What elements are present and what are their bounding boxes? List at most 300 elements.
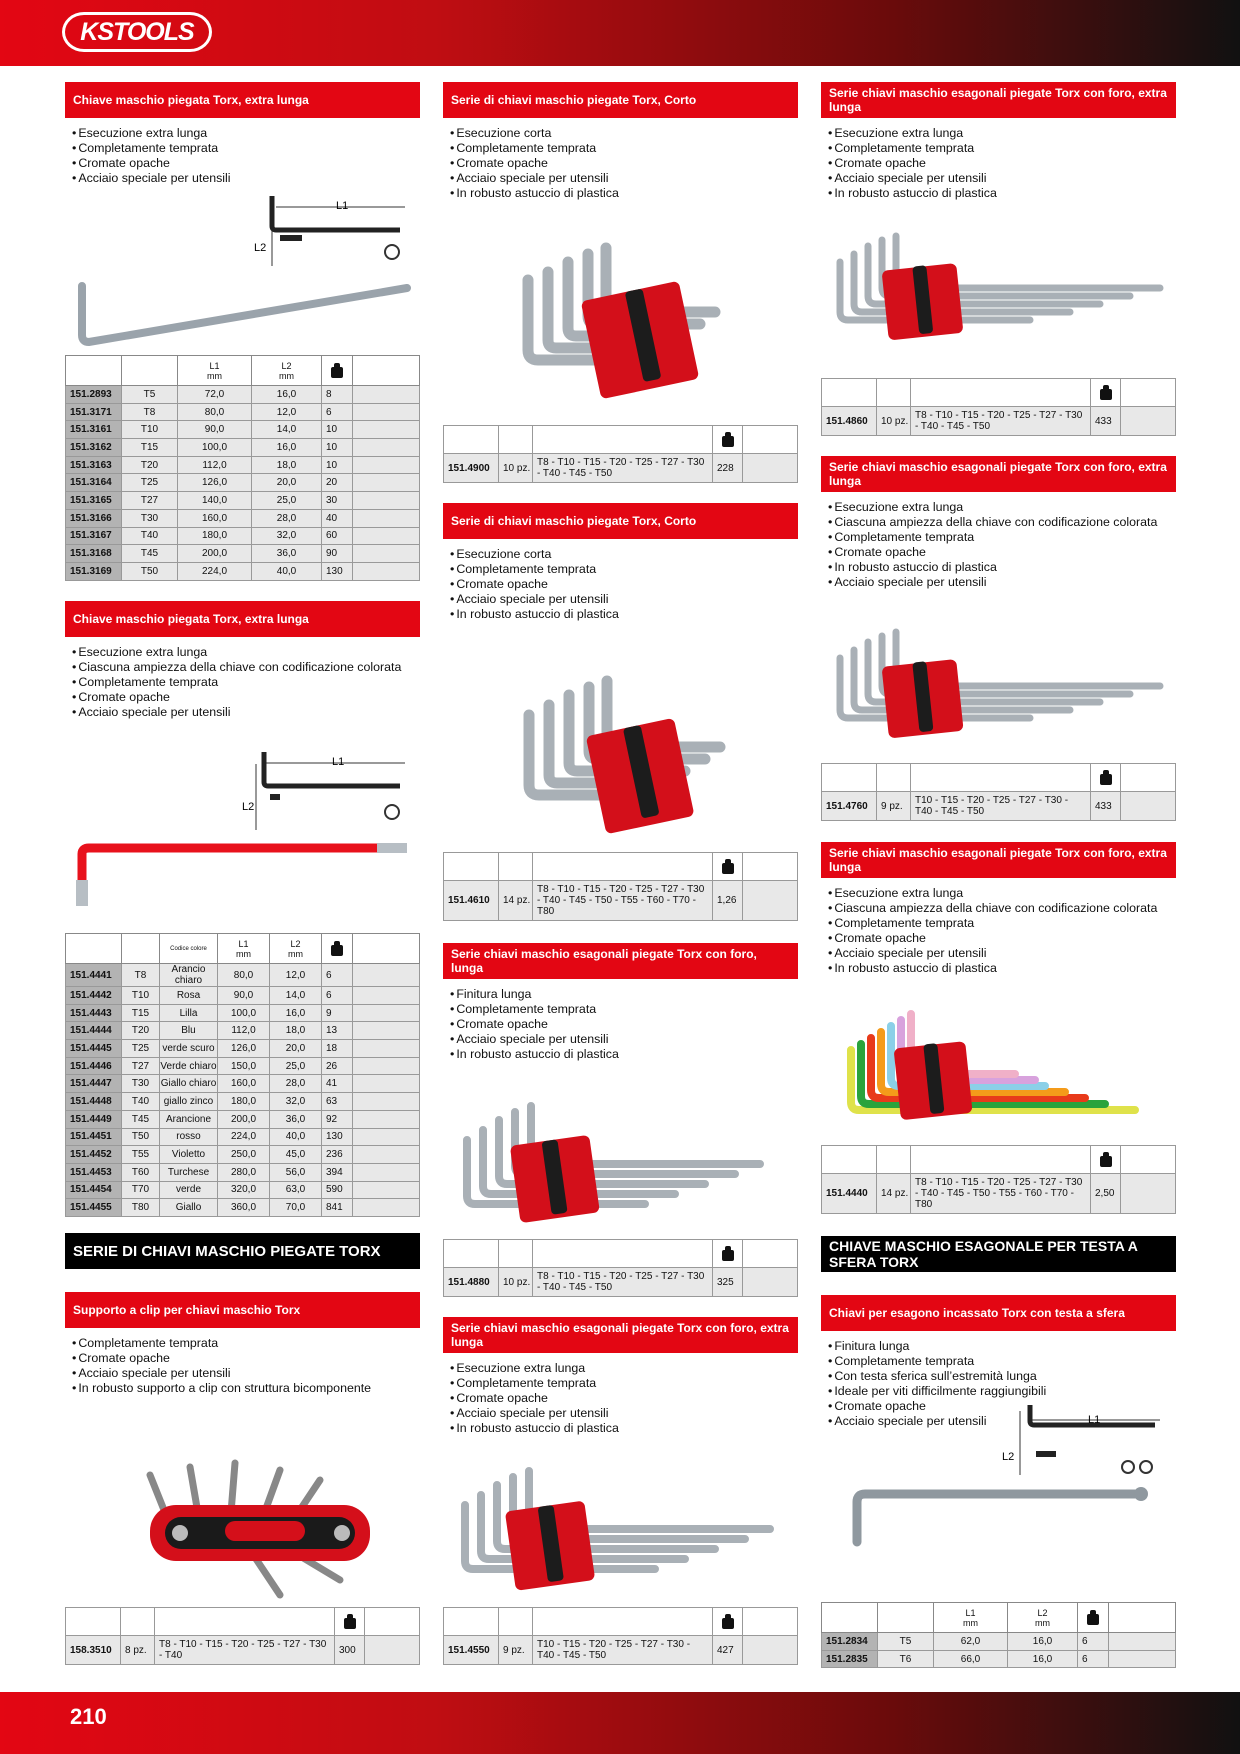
table-cell: 10 — [322, 421, 353, 439]
feature-item: • Esecuzione corta — [450, 126, 798, 141]
table-cell: 20,0 — [270, 1040, 322, 1058]
feature-list — [443, 547, 798, 622]
feature-list — [821, 886, 1176, 976]
header-color: Codice colore — [160, 934, 218, 964]
table-cell: 36,0 — [270, 1110, 322, 1128]
header-l2: L2 mm — [1008, 1603, 1078, 1633]
c3-s1 — [821, 82, 1176, 201]
table-cell: 224,0 — [178, 562, 252, 580]
feature-item: • Acciaio speciale per utensili — [828, 171, 1176, 186]
l1-label: L1 — [1088, 1414, 1101, 1426]
feature-item: • Acciaio speciale per utensili — [72, 1366, 420, 1381]
table-cell: 80,0 — [218, 964, 270, 987]
table-cell: T10 — [122, 987, 160, 1005]
table-cell: T40 — [122, 527, 178, 545]
table-cell: 151.4445 — [66, 1040, 122, 1058]
torx-set-image — [455, 1465, 785, 1595]
feature-list — [443, 126, 798, 201]
dimension-diagram — [240, 752, 410, 832]
product-code: 151.4550 — [444, 1636, 499, 1665]
table-cell: 590 — [322, 1181, 353, 1199]
feature-item: • Completamente temprata — [72, 141, 420, 156]
c3-s2 — [821, 456, 1176, 590]
product-weight: 228 — [713, 454, 743, 483]
table-cell: 224,0 — [218, 1128, 270, 1146]
table-row — [66, 386, 420, 404]
weight-icon — [721, 1246, 735, 1262]
section-title: Supporto a clip per chiavi maschio Torx — [65, 1292, 420, 1328]
color-torx-set-image — [835, 1010, 1165, 1125]
table-cell: T55 — [122, 1146, 160, 1164]
feature-item: • In robusto astuccio di plastica — [828, 186, 1176, 201]
c2-s1 — [443, 82, 798, 201]
table-cell: 151.3163 — [66, 456, 122, 474]
table-cell: 41 — [322, 1075, 353, 1093]
product-table — [443, 852, 798, 921]
feature-item: • Acciaio speciale per utensili — [72, 171, 420, 186]
piece-count: 14 pz. — [499, 881, 533, 921]
table-cell: 10 — [322, 456, 353, 474]
feature-item: • Esecuzione extra lunga — [828, 500, 1176, 515]
table-cell: 90 — [322, 545, 353, 563]
section-title: Serie chiavi maschio esagonali piegate Torx con foro, extra lunga — [821, 456, 1176, 492]
table-cell: 130 — [322, 1128, 353, 1146]
table-cell: Verde chiaro — [160, 1057, 218, 1075]
table-cell: 160,0 — [218, 1075, 270, 1093]
section-band: CHIAVE MASCHIO ESAGONALE PER TESTA A SFERA TORX — [821, 1236, 1176, 1272]
table-row — [66, 527, 420, 545]
feature-item: • Esecuzione corta — [450, 547, 798, 562]
product-weight: 433 — [1091, 792, 1121, 821]
feature-list — [821, 126, 1176, 201]
feature-item: • Cromate opache — [450, 1017, 798, 1032]
piece-count: 10 pz. — [877, 407, 911, 436]
product-weight: 325 — [713, 1268, 743, 1297]
section-title: Serie di chiavi maschio piegate Torx, Corto — [443, 503, 798, 539]
feature-item: • In robusto astuccio di plastica — [828, 961, 1176, 976]
product-table — [821, 763, 1176, 821]
table-cell: 14,0 — [252, 421, 322, 439]
feature-item: • In robusto astuccio di plastica — [450, 186, 798, 201]
table-cell: 90,0 — [218, 987, 270, 1005]
table-cell: 28,0 — [252, 509, 322, 527]
l2-label: L2 — [242, 801, 255, 813]
table-cell: 63,0 — [270, 1181, 322, 1199]
piece-count: 9 pz. — [877, 792, 911, 821]
table-cell: 151.2893 — [66, 386, 122, 404]
product-weight: 2,50 — [1091, 1174, 1121, 1214]
table-row — [66, 456, 420, 474]
table-cell: T8 — [122, 964, 160, 987]
c2-s4 — [443, 1317, 798, 1436]
feature-item: • Ciascuna ampiezza della chiave con codificazione colorata — [828, 515, 1176, 530]
table-cell: Giallo — [160, 1199, 218, 1217]
table-cell: T6 — [878, 1650, 934, 1668]
table-cell: 26 — [322, 1057, 353, 1075]
table-cell: 151.2835 — [822, 1650, 878, 1668]
table-cell: Arancione — [160, 1110, 218, 1128]
feature-item: • Completamente temprata — [450, 1376, 798, 1391]
table-cell: 18 — [322, 1040, 353, 1058]
table-cell: 151.3171 — [66, 403, 122, 421]
table-cell: 36,0 — [252, 545, 322, 563]
piece-count: 8 pz. — [121, 1636, 155, 1665]
table-cell: 112,0 — [218, 1022, 270, 1040]
product-weight: 1,26 — [713, 881, 743, 921]
table-cell: 8 — [322, 386, 353, 404]
table-row — [66, 1022, 420, 1040]
table-cell: verde scuro — [160, 1040, 218, 1058]
table-row — [66, 421, 420, 439]
section-title: Serie chiavi maschio esagonali piegate Torx con foro, extra lunga — [821, 82, 1176, 118]
product-code: 151.4760 — [822, 792, 877, 821]
table-cell: 126,0 — [218, 1040, 270, 1058]
table-cell: Violetto — [160, 1146, 218, 1164]
feature-item: • Completamente temprata — [72, 675, 420, 690]
table-cell: T30 — [122, 509, 178, 527]
table-cell: 13 — [322, 1022, 353, 1040]
weight-icon — [330, 363, 344, 379]
table-cell: 200,0 — [178, 545, 252, 563]
table-cell: Lilla — [160, 1004, 218, 1022]
table-cell: 151.4454 — [66, 1181, 122, 1199]
table-cell: rosso — [160, 1128, 218, 1146]
torx-set-image — [515, 675, 735, 835]
table-cell: 6 — [322, 987, 353, 1005]
weight-icon — [1099, 770, 1113, 786]
table-cell: 151.4448 — [66, 1093, 122, 1111]
table-cell: 45,0 — [270, 1146, 322, 1164]
dimension-diagram — [240, 196, 410, 276]
table-row — [66, 562, 420, 580]
table-cell: 151.4452 — [66, 1146, 122, 1164]
product-table — [443, 1607, 798, 1665]
c2-s3 — [443, 943, 798, 1062]
clip-holder-image — [110, 1455, 380, 1605]
table-cell: T50 — [122, 562, 178, 580]
table-cell: T8 — [122, 403, 178, 421]
table-cell: 112,0 — [178, 456, 252, 474]
table-cell: giallo zinco — [160, 1093, 218, 1111]
piece-count: 10 pz. — [499, 454, 533, 483]
feature-item: • Completamente temprata — [828, 530, 1176, 545]
table-cell: T80 — [122, 1199, 160, 1217]
weight-icon — [1099, 385, 1113, 401]
table-cell: 6 — [1078, 1650, 1109, 1668]
product-sizes: T10 - T15 - T20 - T25 - T27 - T30 - T40 - T45 - T50 — [911, 792, 1091, 821]
spec-table — [65, 355, 420, 581]
table-cell: 60 — [322, 527, 353, 545]
table-cell: 151.4449 — [66, 1110, 122, 1128]
c3-s3 — [821, 842, 1176, 976]
feature-item: • In robusto astuccio di plastica — [450, 1047, 798, 1062]
product-table — [65, 1607, 420, 1665]
table-cell: 16,0 — [252, 439, 322, 457]
feature-item: • Cromate opache — [828, 931, 1176, 946]
product-weight: 300 — [335, 1636, 365, 1665]
feature-item: • Con testa sferica sull’estremità lunga — [828, 1369, 1176, 1384]
table-cell: 63 — [322, 1093, 353, 1111]
header-l2: L2 mm — [270, 934, 322, 964]
torx-key-image — [72, 840, 412, 910]
table-cell: T5 — [122, 386, 178, 404]
feature-item: • Acciaio speciale per utensili — [450, 1032, 798, 1047]
feature-item: • Acciaio speciale per utensili — [828, 946, 1176, 961]
table-row — [66, 1093, 420, 1111]
feature-item: • In robusto astuccio di plastica — [828, 560, 1176, 575]
l2-label: L2 — [1002, 1451, 1015, 1463]
table-cell: 66,0 — [934, 1650, 1008, 1668]
section-title: Serie di chiavi maschio piegate Torx, Corto — [443, 82, 798, 118]
table-cell: 20 — [322, 474, 353, 492]
product-table — [821, 1145, 1176, 1214]
feature-item: • Ciascuna ampiezza della chiave con codificazione colorata — [72, 660, 420, 675]
table-cell: 6 — [1078, 1633, 1109, 1651]
table-cell: 151.3162 — [66, 439, 122, 457]
table-cell: 12,0 — [252, 403, 322, 421]
table-cell: 40,0 — [252, 562, 322, 580]
table-cell: 151.3166 — [66, 509, 122, 527]
table-cell: 130 — [322, 562, 353, 580]
table-cell: 90,0 — [178, 421, 252, 439]
header-l1: L1 mm — [178, 356, 252, 386]
feature-item: • Acciaio speciale per utensili — [828, 1414, 1176, 1429]
product-code: 151.4880 — [444, 1268, 499, 1297]
weight-icon — [343, 1614, 357, 1630]
table-cell: 151.3168 — [66, 545, 122, 563]
feature-item: • Cromate opache — [828, 156, 1176, 171]
product-code: 151.4610 — [444, 881, 499, 921]
table-row — [66, 1110, 420, 1128]
table-cell: 151.4444 — [66, 1022, 122, 1040]
table-cell: 14,0 — [270, 987, 322, 1005]
feature-item: • Completamente temprata — [72, 1336, 420, 1351]
table-cell: 151.3167 — [66, 527, 122, 545]
c1-s3 — [65, 1292, 420, 1396]
table-row — [66, 987, 420, 1005]
table-cell: 92 — [322, 1110, 353, 1128]
feature-list — [65, 1336, 420, 1396]
product-table — [443, 425, 798, 483]
spec-table — [821, 1602, 1176, 1668]
table-cell: 151.4446 — [66, 1057, 122, 1075]
table-cell: 80,0 — [178, 403, 252, 421]
feature-item: • Cromate opache — [450, 1391, 798, 1406]
feature-item: • Acciaio speciale per utensili — [450, 171, 798, 186]
table-cell: 360,0 — [218, 1199, 270, 1217]
product-code: 151.4900 — [444, 454, 499, 483]
weight-icon — [1099, 1152, 1113, 1168]
product-sizes: T8 - T10 - T15 - T20 - T25 - T27 - T30 - T40 - T45 - T50 — [911, 407, 1091, 436]
table-cell: 394 — [322, 1163, 353, 1181]
product-sizes: T8 - T10 - T15 - T20 - T25 - T27 - T30 - T40 - T45 - T50 — [533, 1268, 713, 1297]
footer-band — [0, 1692, 1240, 1754]
feature-item: • Ideale per viti difficilmente raggiungibili — [828, 1384, 1176, 1399]
product-table — [443, 1239, 798, 1297]
table-cell: 6 — [322, 403, 353, 421]
feature-item: • Cromate opache — [828, 1399, 1176, 1414]
table-row — [66, 1057, 420, 1075]
table-cell: 28,0 — [270, 1075, 322, 1093]
table-cell: verde — [160, 1181, 218, 1199]
feature-item: • Cromate opache — [450, 156, 798, 171]
feature-item: • Completamente temprata — [828, 1354, 1176, 1369]
torx-key-image — [72, 280, 412, 350]
table-cell: 150,0 — [218, 1057, 270, 1075]
table-row — [66, 545, 420, 563]
section-band: SERIE DI CHIAVI MASCHIO PIEGATE TORX — [65, 1233, 420, 1269]
table-row — [66, 403, 420, 421]
ballpoint-key-image — [845, 1480, 1155, 1550]
table-cell: 151.4443 — [66, 1004, 122, 1022]
product-sizes: T8 - T10 - T15 - T20 - T25 - T27 - T30 - T40 - T45 - T50 - T55 - T60 - T70 - T80 — [911, 1174, 1091, 1214]
feature-item: • Esecuzione extra lunga — [828, 126, 1176, 141]
table-cell: 250,0 — [218, 1146, 270, 1164]
table-cell: 151.4447 — [66, 1075, 122, 1093]
table-cell: 280,0 — [218, 1163, 270, 1181]
table-cell: T5 — [878, 1633, 934, 1651]
piece-count: 14 pz. — [877, 1174, 911, 1214]
table-cell: Arancio chiaro — [160, 964, 218, 987]
feature-item: • Acciaio speciale per utensili — [72, 705, 420, 720]
table-cell: 100,0 — [178, 439, 252, 457]
table-cell: 180,0 — [178, 527, 252, 545]
table-cell: 151.4455 — [66, 1199, 122, 1217]
table-cell: 72,0 — [178, 386, 252, 404]
header-l1: L1 mm — [934, 1603, 1008, 1633]
product-sizes: T8 - T10 - T15 - T20 - T25 - T27 - T30 - T40 - T45 - T50 - T55 - T60 - T70 - T80 — [533, 881, 713, 921]
table-cell: 320,0 — [218, 1181, 270, 1199]
feature-item: • Finitura lunga — [828, 1339, 1176, 1354]
table-cell: 100,0 — [218, 1004, 270, 1022]
table-row — [66, 492, 420, 510]
table-cell: 6 — [322, 964, 353, 987]
table-cell: T15 — [122, 439, 178, 457]
table-cell: 56,0 — [270, 1163, 322, 1181]
table-cell: T30 — [122, 1075, 160, 1093]
table-cell: 10 — [322, 439, 353, 457]
table-row — [66, 964, 420, 987]
piece-count: 10 pz. — [499, 1268, 533, 1297]
feature-item: • Acciaio speciale per utensili — [450, 592, 798, 607]
l1-label: L1 — [332, 756, 345, 768]
product-sizes: T10 - T15 - T20 - T25 - T27 - T30 - T40 - T45 - T50 — [533, 1636, 713, 1665]
piece-count: 9 pz. — [499, 1636, 533, 1665]
product-table — [821, 378, 1176, 436]
weight-icon — [721, 1614, 735, 1630]
feature-item: • In robusto supporto a clip con struttura bicomponente — [72, 1381, 420, 1396]
table-cell: Blu — [160, 1022, 218, 1040]
table-row — [66, 474, 420, 492]
feature-item: • Acciaio speciale per utensili — [450, 1406, 798, 1421]
table-row — [66, 1075, 420, 1093]
table-cell: 25,0 — [252, 492, 322, 510]
feature-item: • Completamente temprata — [828, 141, 1176, 156]
table-cell: 32,0 — [252, 527, 322, 545]
table-cell: T45 — [122, 1110, 160, 1128]
table-row — [66, 439, 420, 457]
feature-list — [821, 500, 1176, 590]
feature-item: • Completamente temprata — [450, 141, 798, 156]
table-cell: 151.4442 — [66, 987, 122, 1005]
feature-list — [443, 987, 798, 1062]
weight-icon — [1086, 1610, 1100, 1626]
table-cell: T25 — [122, 474, 178, 492]
table-cell: 151.4453 — [66, 1163, 122, 1181]
table-cell: Giallo chiaro — [160, 1075, 218, 1093]
torx-set-image — [830, 628, 1170, 743]
product-sizes: T8 - T10 - T15 - T20 - T25 - T27 - T30 - T40 - T45 - T50 — [533, 454, 713, 483]
feature-item: • Esecuzione extra lunga — [72, 126, 420, 141]
table-cell: 200,0 — [218, 1110, 270, 1128]
product-weight: 427 — [713, 1636, 743, 1665]
section-title: Chiavi per esagono incassato Torx con testa a sfera — [821, 1295, 1176, 1331]
feature-item: • In robusto astuccio di plastica — [450, 1421, 798, 1436]
table-cell: T25 — [122, 1040, 160, 1058]
table-cell: 9 — [322, 1004, 353, 1022]
table-cell: 151.4451 — [66, 1128, 122, 1146]
table-cell: 151.4441 — [66, 964, 122, 987]
feature-item: • Completamente temprata — [828, 916, 1176, 931]
table-row — [66, 1128, 420, 1146]
feature-item: • Esecuzione extra lunga — [450, 1361, 798, 1376]
l1-label: L1 — [336, 200, 349, 212]
table-cell: 12,0 — [270, 964, 322, 987]
torx-set-image — [455, 1100, 775, 1230]
table-cell: 16,0 — [270, 1004, 322, 1022]
section-title: Serie chiavi maschio esagonali piegate Torx con foro, lunga — [443, 943, 798, 979]
table-cell: 126,0 — [178, 474, 252, 492]
table-cell: 841 — [322, 1199, 353, 1217]
table-cell: 30 — [322, 492, 353, 510]
table-cell: 40 — [322, 509, 353, 527]
table-cell: T27 — [122, 492, 178, 510]
feature-list — [65, 126, 420, 186]
feature-list — [443, 1361, 798, 1436]
table-cell: 140,0 — [178, 492, 252, 510]
table-row — [66, 1181, 420, 1199]
section-title: Chiave maschio piegata Torx, extra lunga — [65, 601, 420, 637]
table-row — [66, 1199, 420, 1217]
product-weight: 433 — [1091, 407, 1121, 436]
table-row — [66, 1146, 420, 1164]
table-row — [822, 1650, 1176, 1668]
table-cell: 151.3164 — [66, 474, 122, 492]
feature-item: • Completamente temprata — [450, 1002, 798, 1017]
table-cell: 180,0 — [218, 1093, 270, 1111]
section-title: Serie chiavi maschio esagonali piegate Torx con foro, extra lunga — [821, 842, 1176, 878]
product-sizes: T8 - T10 - T15 - T20 - T25 - T27 - T30 - T40 — [155, 1636, 335, 1665]
table-cell: T50 — [122, 1128, 160, 1146]
table-cell: T10 — [122, 421, 178, 439]
feature-item: • Finitura lunga — [450, 987, 798, 1002]
table-cell: T60 — [122, 1163, 160, 1181]
table-cell: 16,0 — [1008, 1650, 1078, 1668]
page-number: 210 — [70, 1704, 107, 1729]
header-l1: L1 mm — [218, 934, 270, 964]
table-row — [66, 1004, 420, 1022]
weight-icon — [330, 941, 344, 957]
feature-item: • Cromate opache — [72, 1351, 420, 1366]
table-cell: T15 — [122, 1004, 160, 1022]
c1-s1 — [65, 82, 420, 186]
weight-icon — [721, 432, 735, 448]
header-l2: L2 mm — [252, 356, 322, 386]
feature-item: • Cromate opache — [72, 156, 420, 171]
table-cell: Turchese — [160, 1163, 218, 1181]
table-cell: T45 — [122, 545, 178, 563]
feature-list — [65, 645, 420, 720]
